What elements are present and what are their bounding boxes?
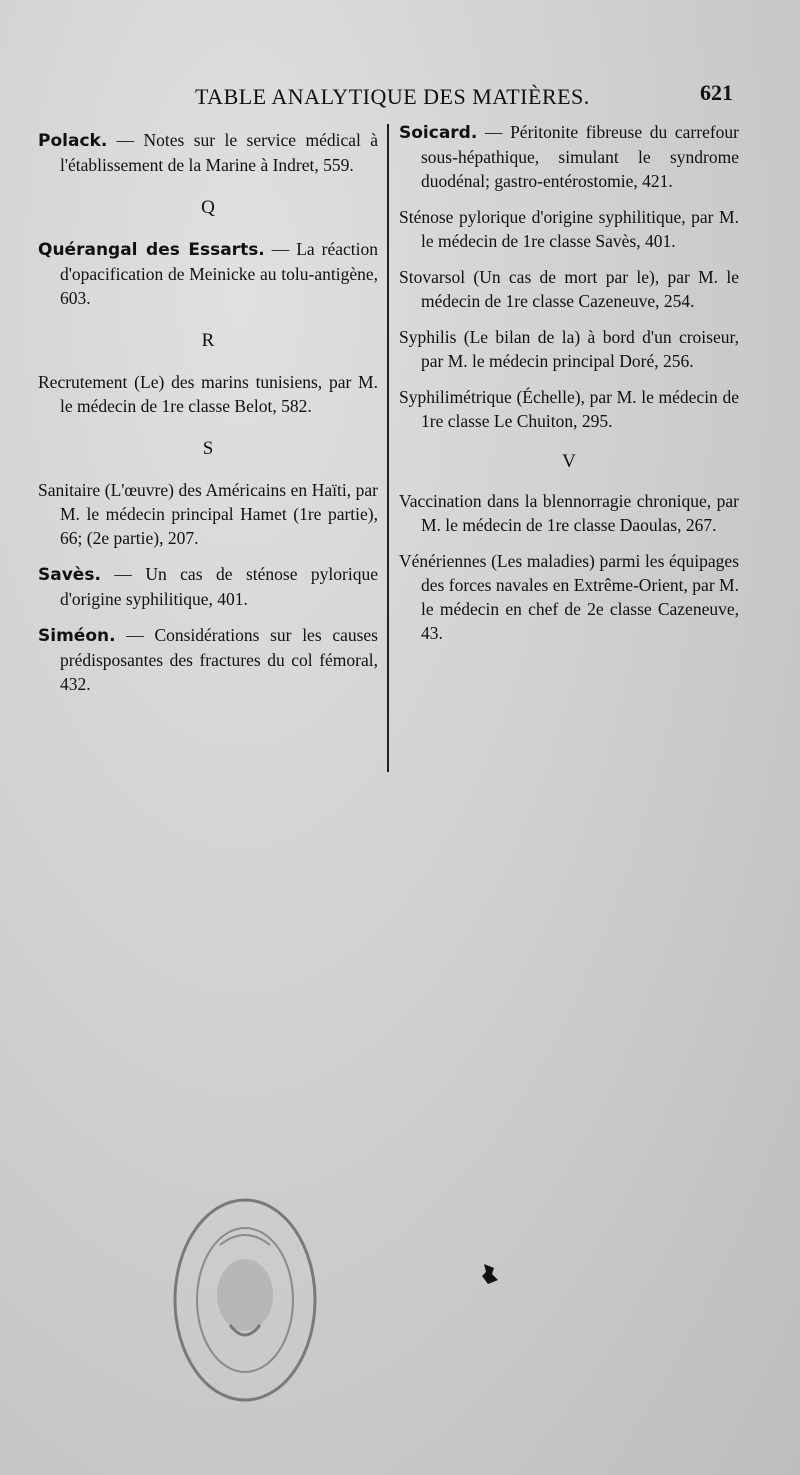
entry-text: Stovarsol (Un cas de mort par le), par M. le médecin de 1re classe Cazeneuve, 254. [399, 267, 739, 311]
index-entry-veneriennes [399, 549, 739, 645]
entry-text: Recrutement (Le) des marins tunisiens, par M. le médecin de 1re classe Belot, 582. [38, 372, 378, 416]
page-header [0, 78, 800, 118]
left-column [38, 128, 378, 708]
entry-text: — Considérations sur les causes prédisposantes des fractures du col fémoral, 432. [60, 625, 378, 694]
entry-text: Sténose pylorique d'origine syphilitique, par M. le médecin de 1re classe Savès, 401. [399, 207, 739, 251]
library-stamp-icon [160, 1185, 330, 1415]
right-column [399, 120, 739, 657]
entry-headword: Polack. [38, 131, 108, 151]
section-letter-s: S [202, 438, 214, 459]
entry-text: Syphilimétrique (Échelle), par M. le médecin de 1re classe Le Chuiton, 295. [399, 387, 739, 431]
index-entry-syphilimetrique [399, 385, 739, 433]
entry-headword: Siméon. [38, 626, 116, 646]
index-entry-soicard [399, 120, 739, 193]
entry-text: — Un cas de sténose pylorique d'origine syphilitique, 401. [60, 564, 378, 609]
entry-text: — Notes sur le service médical à l'établissement de la Marine à Indret, 559. [60, 130, 378, 175]
index-entry-saves [38, 562, 378, 611]
index-entry-polack [38, 128, 378, 177]
index-entry-stenose [399, 205, 739, 253]
section-letter-v: V [562, 451, 576, 472]
index-entry-sanitaire [38, 478, 378, 550]
entry-headword: Soicard. [399, 123, 478, 143]
entry-text: Vaccination dans la blennorragie chronique, par M. le médecin de 1re classe Daoulas, 267. [399, 491, 739, 535]
entry-text: Sanitaire (L'œuvre) des Américains en Haïti, par M. le médecin principal Hamet (1re partie), 66; (2e partie), 207. [38, 480, 378, 548]
entry-headword: Savès. [38, 565, 101, 585]
index-entry-querangal [38, 237, 378, 310]
index-entry-simeon [38, 623, 378, 696]
section-letter-r: R [201, 330, 215, 351]
index-entry-stovarsol [399, 265, 739, 313]
entry-text: — La réaction d'opacification de Meinicke au tolu-antigène, 603. [60, 239, 379, 308]
section-letter-q: Q [201, 197, 215, 218]
index-entry-vaccination [399, 489, 739, 537]
entry-headword: Quérangal des Essarts. [38, 240, 265, 260]
entry-text: Vénériennes (Les maladies) parmi les équipages des forces navales en Extrême-Orient, par M. le médecin en chef de 2e classe Cazeneuve, 43. [399, 551, 739, 643]
entry-text: Syphilis (Le bilan de la) à bord d'un croiseur, par M. le médecin principal Doré, 256. [399, 327, 739, 371]
running-title: TABLE ANALYTIQUE DES MATIÈRES. [195, 84, 590, 109]
column-divider [387, 124, 389, 772]
index-entry-syphilis [399, 325, 739, 373]
ink-blot-icon [478, 1262, 500, 1290]
page-number: 621 [700, 80, 733, 105]
entry-text: — Péritonite fibreuse du carrefour sous-hépathique, simulant le syndrome duodénal; gastro-entérostomie, 421. [421, 122, 739, 191]
index-entry-recrutement [38, 370, 378, 418]
